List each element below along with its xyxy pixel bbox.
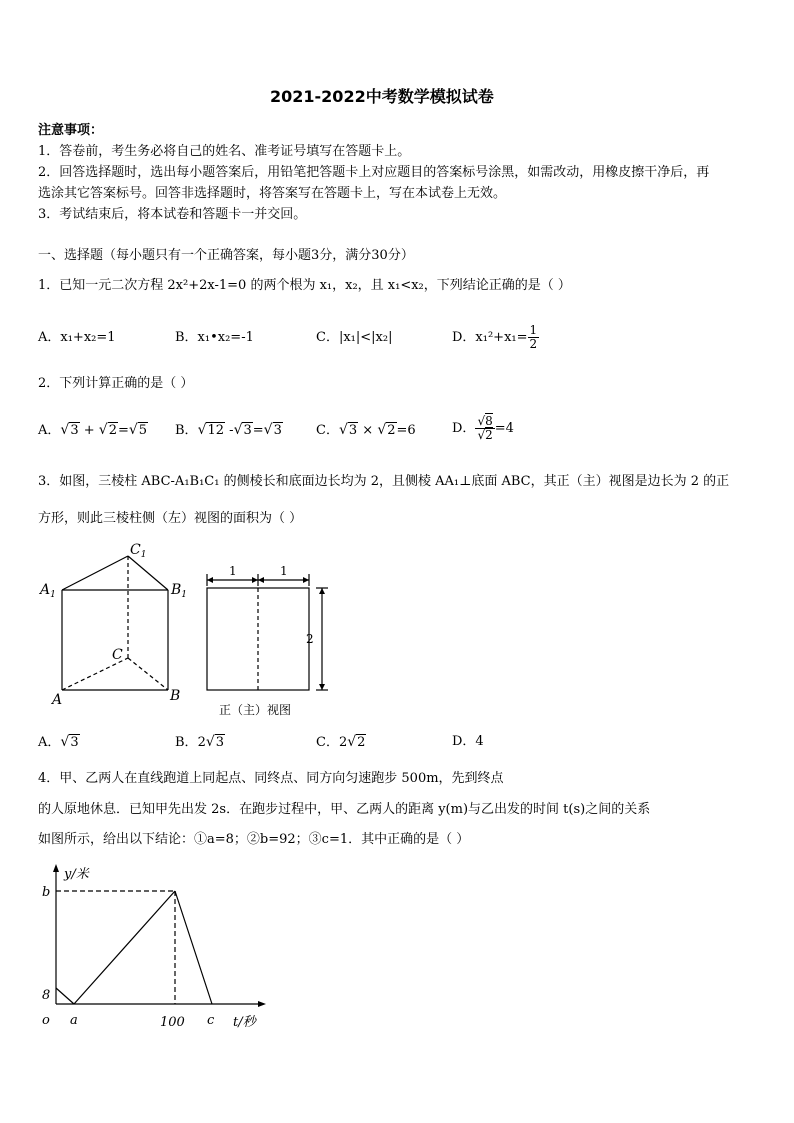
dim-label-2: 1 [280, 564, 288, 578]
operator: + [79, 423, 99, 438]
sqrt: √3 [263, 422, 282, 438]
radicand: 3 [70, 423, 79, 438]
notice-item-1: 1．答卷前，考生务必将自己的姓名、准考证号填写在答题卡上。 [38, 144, 411, 159]
x-axis-arrow [258, 1001, 266, 1007]
equals: = [252, 423, 264, 438]
arrow-head [258, 577, 264, 583]
q2-option-a [38, 421, 148, 440]
arrow-head [319, 684, 325, 690]
q2-option-c [316, 421, 416, 440]
notice-heading: 注意事项： [38, 123, 104, 138]
fraction-numerator: 1 [529, 323, 538, 337]
q1-option-c: C．|x₁|<|x₂| [316, 330, 393, 345]
sqrt: √12 [197, 422, 225, 438]
section-heading: 一、选择题（每小题只有一个正确答案，每小题3分，满分30分） [38, 248, 414, 263]
arrow-head [319, 588, 325, 594]
label-a: A [52, 692, 63, 708]
q3-figure [36, 538, 336, 723]
q3-option-c [316, 733, 366, 752]
q4-line2: 的人原地休息．已知甲先出发 2s．在跑步过程中，甲、乙两人的距离 y(m)与乙出发的时间 t(s)之间的关系 [38, 802, 651, 817]
q3-stem-line1: 3．如图，三棱柱 ABC-A₁B₁C₁ 的侧棱长和底面边长均为 2，且侧棱 AA₁⊥底面 ABC，其正（主）视图是边长为 2 的正 [38, 474, 730, 489]
q3-option-b [175, 733, 225, 752]
option-label: B． [175, 735, 198, 750]
q1-option-a: A．x₁+x₂=1 [38, 330, 116, 345]
figure-caption: 正（主）视图 [219, 703, 292, 717]
radicand: 3 [348, 423, 358, 438]
q1-option-d [452, 318, 539, 358]
label-b: b [42, 885, 51, 900]
sqrt: √2 [377, 422, 396, 438]
label-c: c [207, 1013, 215, 1028]
equals: = [117, 423, 129, 438]
arrow-head [303, 577, 309, 583]
label-b: B [170, 688, 181, 704]
equals: =4 [494, 421, 514, 436]
option-label: A． [38, 423, 61, 438]
x-axis-label: t/秒 [233, 1015, 256, 1030]
radicand: 2 [357, 735, 366, 750]
q4-line1: 4．甲、乙两人在直线跑道上同起点、同终点、同方向匀速跑步 500m，先到终点 [38, 771, 504, 786]
q4-graph [30, 858, 280, 1038]
edge-a1c1 [62, 556, 128, 590]
notice-item-2-cont: 选涂其它答案标号。回答非选择题时，将答案写在答题卡上，写在本试卷上无效。 [38, 186, 507, 201]
edge-bc [128, 658, 168, 690]
label-8: 8 [42, 988, 51, 1003]
q3-option-a [38, 733, 80, 752]
notice-item-2: 2．回答选择题时，选出每小题答案后，用铅笔把答题卡上对应题目的答案标号涂黑，如需改动，用橡皮擦干净后，再 [38, 165, 710, 180]
coefficient: 2 [338, 735, 348, 750]
q1-option-b: B．x₁•x₂=-1 [175, 330, 254, 345]
label-a: a [70, 1013, 78, 1028]
label-a1: $A_1$ [40, 582, 56, 600]
sqrt: √2 [98, 422, 117, 438]
dim-label-1: 1 [229, 564, 237, 578]
label-origin: o [42, 1013, 50, 1028]
sqrt: √3 [338, 422, 358, 438]
fraction-numerator: √8 [477, 414, 493, 428]
radicand: 2 [108, 423, 117, 438]
sqrt: √3 [60, 422, 79, 438]
sqrt: √2 [347, 734, 366, 750]
graph-segment-1 [56, 988, 74, 1004]
label-100: 100 [160, 1015, 185, 1030]
q2-option-b [175, 421, 283, 440]
sqrt: √3 [60, 734, 79, 750]
graph-segment-3 [175, 891, 212, 1004]
option-label: A． [38, 735, 61, 750]
q3-stem-line2: 方形，则此三棱柱侧（左）视图的面积为（ ） [38, 511, 303, 526]
radicand: 8 [485, 414, 493, 428]
label-c: C [112, 647, 123, 663]
equals: =6 [396, 423, 416, 438]
radicand: 3 [243, 423, 252, 438]
y-axis-arrow [53, 864, 59, 872]
fraction [528, 324, 540, 351]
sqrt: √3 [205, 734, 225, 750]
coefficient: 2 [197, 735, 206, 750]
option-label: C． [316, 423, 339, 438]
label-b1: $B_1$ [171, 582, 188, 600]
sqrt: √3 [233, 422, 252, 438]
radicand: 3 [273, 423, 282, 438]
radicand: 2 [387, 423, 396, 438]
radicand: 3 [70, 735, 79, 750]
fraction-denominator: √2 [477, 428, 493, 442]
radicand: 2 [485, 428, 493, 442]
notice-item-3: 3．考试结束后，将本试卷和答题卡一并交回。 [38, 207, 307, 222]
fraction-denominator: 2 [529, 337, 538, 351]
arrow-head [207, 577, 213, 583]
q4-line3: 如图所示，给出以下结论：①a=8；②b=92；③c=1．其中正确的是（ ） [38, 832, 470, 847]
q3-option-d: D．4 [452, 734, 484, 749]
q2-stem: 2．下列计算正确的是（ ） [38, 376, 194, 391]
label-c1: $C_1$ [130, 542, 147, 560]
dim-label-3: 2 [306, 632, 314, 646]
q2-option-d [452, 407, 514, 451]
option-label: B． [175, 423, 198, 438]
option-label: C． [316, 735, 339, 750]
y-axis-label: y/米 [64, 867, 89, 882]
page-title: 2021-2022中考数学模拟试卷 [270, 87, 494, 106]
operator: - [225, 423, 234, 438]
graph-segment-2 [74, 891, 175, 1004]
q1-stem: 1．已知一元二次方程 2x²+2x-1=0 的两个根为 x₁，x₂，且 x₁<x₂，下列结论正确的是（ ） [38, 278, 571, 293]
q1-option-d-prefix: D．x₁²+x₁= [452, 330, 528, 345]
edge-c1b1 [128, 556, 168, 590]
radicand: 5 [138, 423, 148, 438]
operator: × [358, 423, 378, 438]
option-label: D． [452, 421, 476, 436]
radicand: 12 [207, 423, 225, 438]
radicand: 3 [215, 735, 225, 750]
sqrt: √5 [128, 422, 148, 438]
arrow-head [252, 577, 258, 583]
fraction [475, 415, 494, 442]
